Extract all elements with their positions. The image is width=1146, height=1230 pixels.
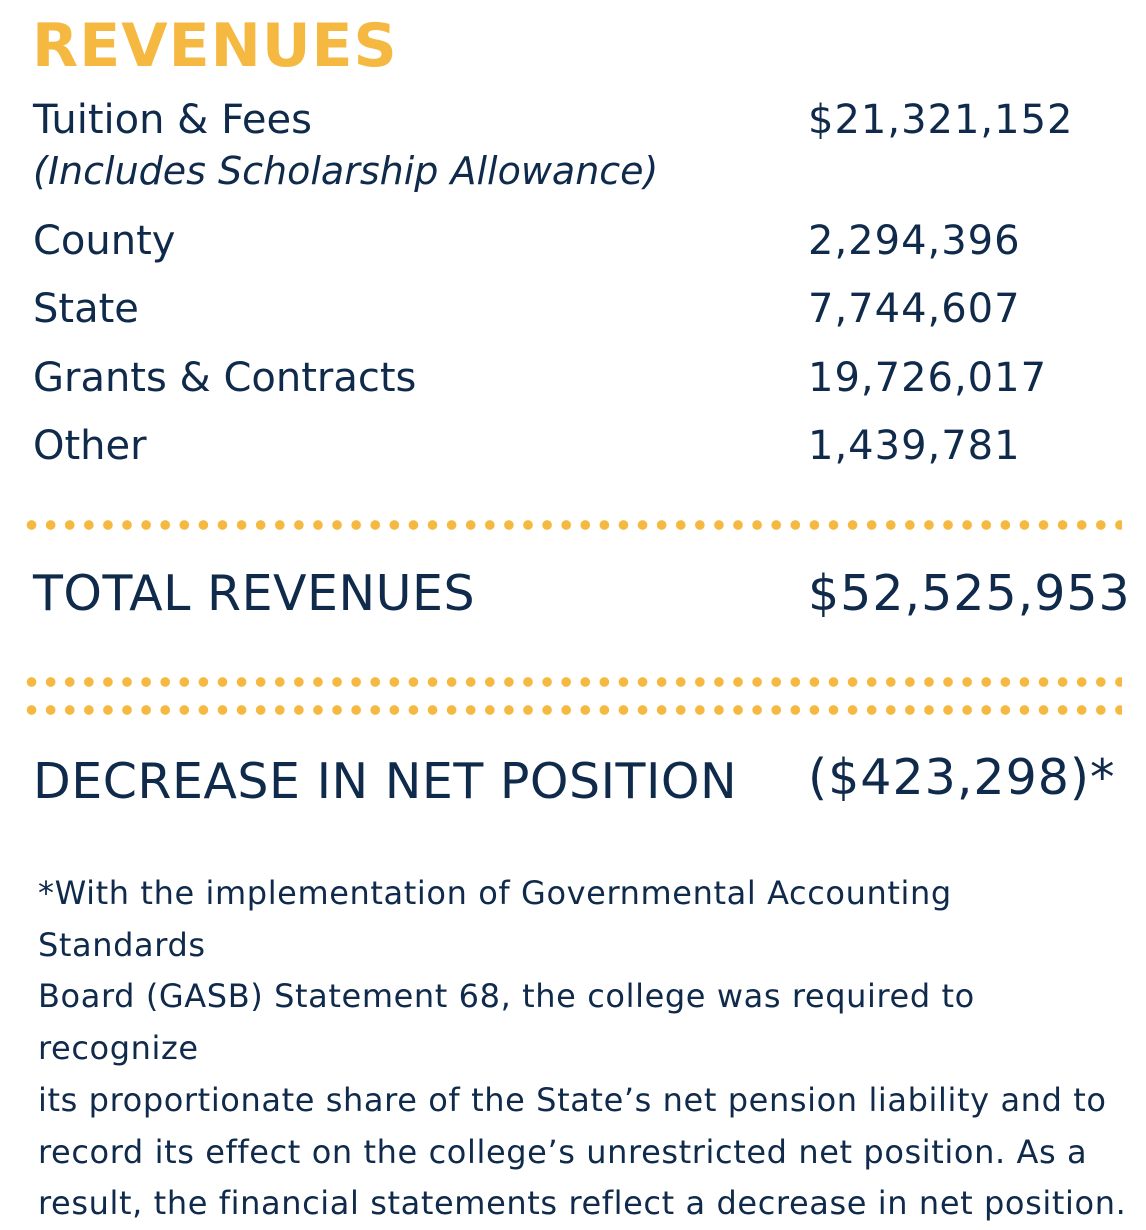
revenue-label-other: Other — [33, 423, 147, 469]
revenue-value-other: 1,439,781 — [808, 423, 1021, 469]
total-revenues-value: $52,525,953 — [808, 565, 1131, 622]
revenue-label-grants: Grants & Contracts — [33, 355, 417, 401]
dotted-divider-top — [22, 518, 1122, 532]
revenue-label-tuition: Tuition & Fees — [33, 97, 312, 143]
total-revenues-label: TOTAL REVENUES — [33, 565, 476, 622]
revenue-label-state: State — [33, 286, 139, 332]
revenue-value-state: 7,744,607 — [808, 286, 1021, 332]
net-position-value: ($423,298)* — [808, 749, 1116, 806]
revenue-value-tuition: $21,321,152 — [808, 97, 1074, 143]
revenue-sublabel-tuition: (Includes Scholarship Allowance) — [33, 149, 659, 193]
revenues-heading: REVENUES — [32, 11, 398, 81]
revenue-value-grants: 19,726,017 — [808, 355, 1048, 401]
revenue-value-county: 2,294,396 — [808, 218, 1021, 264]
footnote-text: *With the implementation of Governmental Accounting Standards Board (GASB) Statement 68, the college was required to recognize its proportionate share of the State’s net pension liability and to record its effect on the college’s unrestricted net position. As a result, the financial statements reflect a decrease in net position. — [38, 874, 1127, 1223]
net-position-label: DECREASE IN NET POSITION — [33, 753, 738, 810]
dotted-divider-bottom — [22, 703, 1122, 717]
revenue-label-county: County — [33, 218, 176, 264]
dotted-divider-middle — [22, 675, 1122, 689]
